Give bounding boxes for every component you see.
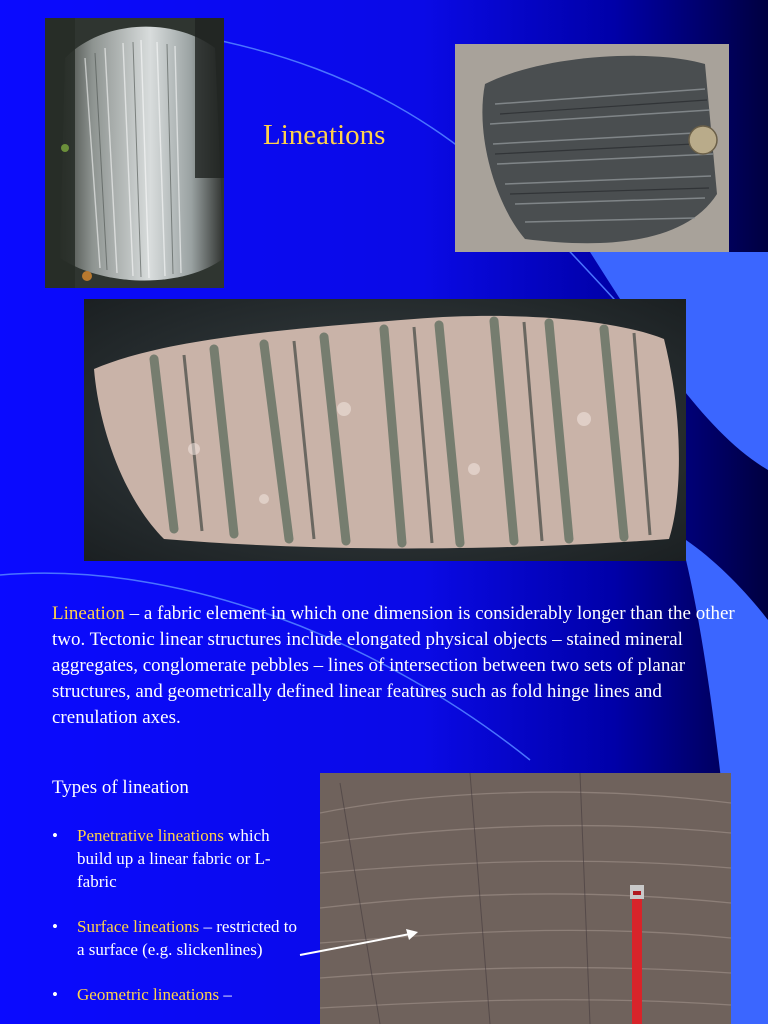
bullet-text: – bbox=[219, 985, 232, 1004]
outcrop-lineated-rock-photo bbox=[45, 18, 224, 288]
list-item bbox=[52, 824, 302, 893]
types-heading: Types of lineation bbox=[52, 777, 189, 798]
bullet-term: Penetrative lineations bbox=[77, 826, 224, 845]
bullet-icon: • bbox=[52, 985, 58, 1004]
list-item bbox=[52, 983, 302, 1006]
bullet-text: – restricted to a surface (e.g. slickenlines) bbox=[77, 917, 297, 959]
bullet-text: which build up a linear fabric or L-fabric bbox=[77, 826, 271, 891]
striated-rock-with-coin-photo bbox=[455, 44, 729, 252]
bullet-term: Surface lineations bbox=[77, 917, 200, 936]
bullet-icon: • bbox=[52, 826, 58, 845]
bullet-term: Geometric lineations bbox=[77, 985, 220, 1004]
list-item bbox=[52, 915, 302, 961]
lineated-gneiss-sample-photo bbox=[84, 299, 686, 561]
slide-title: Lineations bbox=[263, 119, 386, 151]
definition-text: – a fabric element in which one dimension is considerably longer than the other two. Tectonic linear structures include elongated physical objects – stained mineral aggregates, conglomerate pebbles – lines of intersection between two sets of planar structures, and geometrically defined linear features such as fold hinge lines and crenulation axes. bbox=[52, 603, 735, 728]
definition-term: Lineation bbox=[52, 603, 125, 624]
bullet-icon: • bbox=[52, 917, 58, 936]
lineation-definition bbox=[52, 601, 742, 731]
lineation-types-list bbox=[52, 824, 302, 1024]
arrow-icon bbox=[296, 925, 422, 959]
surface-lineation-with-pen-photo bbox=[320, 773, 731, 1024]
